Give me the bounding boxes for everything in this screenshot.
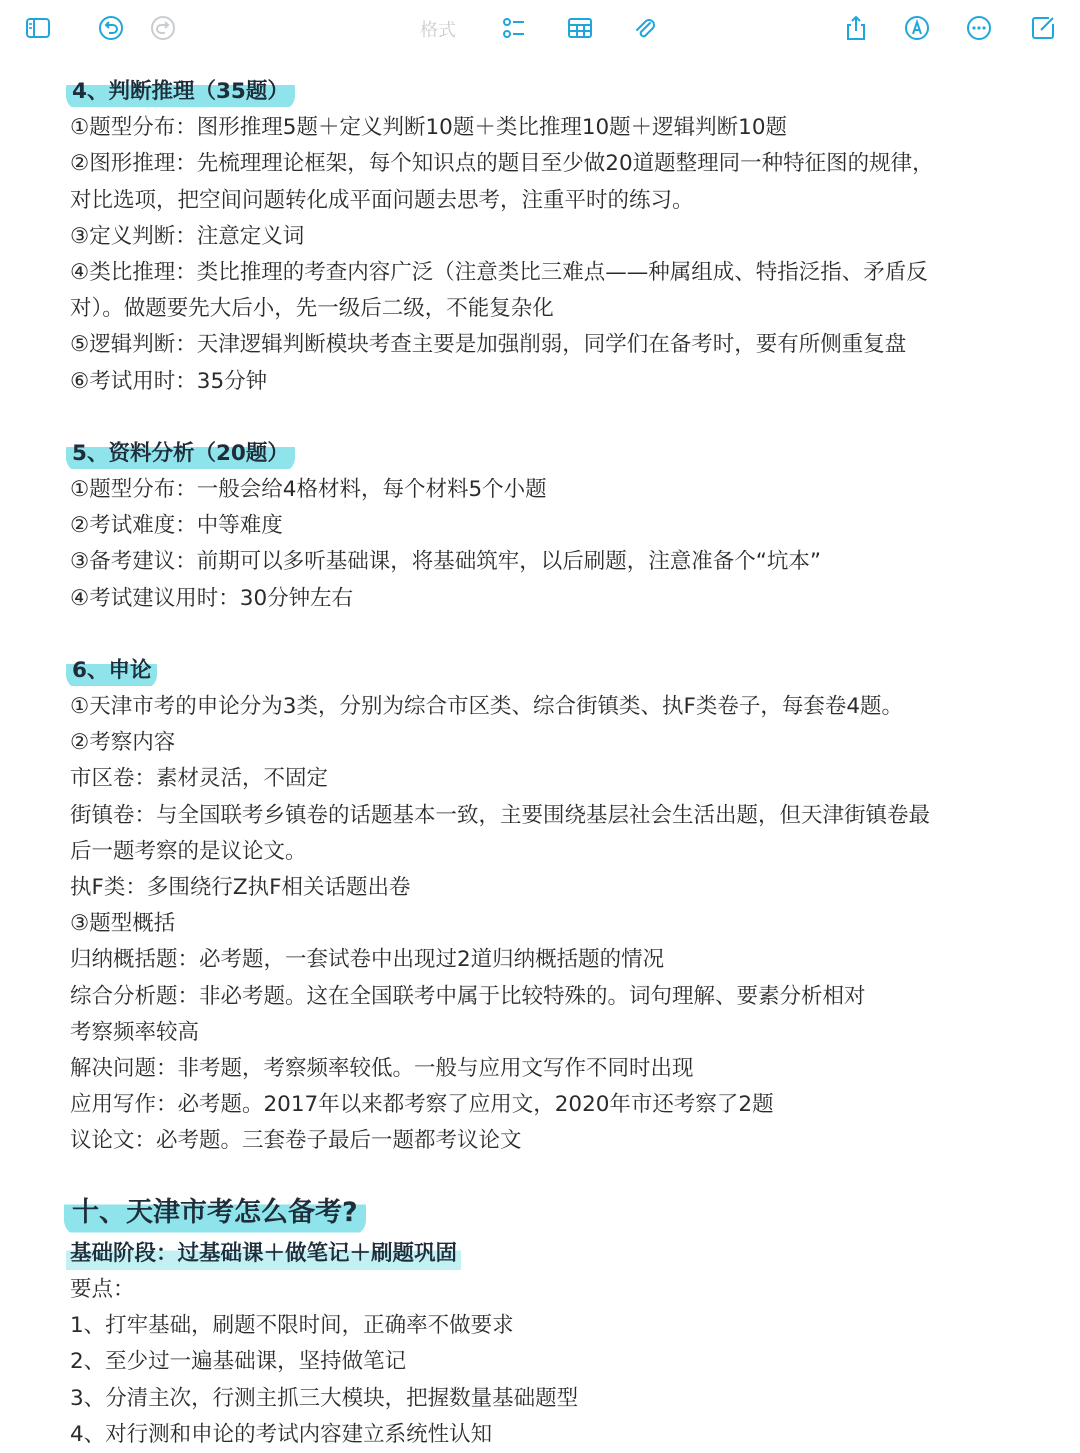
section-5 xyxy=(70,436,1020,472)
section-10 xyxy=(70,1190,1020,1236)
text-line: 考察频率较高 xyxy=(70,1019,200,1045)
text-line: 对）。做题要先大后小，先一级后二级，不能复杂化 xyxy=(70,296,554,322)
text-line: 1、打牢基础，刷题不限时间，正确率不做要求 xyxy=(70,1313,514,1339)
text-line: 街镇卷：与全国联考乡镇卷的话题基本一致，主要围绕基层社会生活出题，但天津街镇卷最 xyxy=(70,802,931,828)
text-line: 综合分析题：非必考题。这在全国联考中属于比较特殊的。词句理解、要素分析相对 xyxy=(70,983,866,1009)
text-line: 4、对行测和申论的考试内容建立系统性认知 xyxy=(70,1421,493,1447)
subheading-row xyxy=(70,1236,1020,1272)
format-button[interactable]: 格式 xyxy=(420,20,456,41)
text-line: 应用写作：必考题。2017年以来都考察了应用文，2020年市还考察了2题 xyxy=(70,1092,774,1118)
section-heading-large: 十、天津市考怎么备考? xyxy=(64,1190,366,1236)
text-line: 要点： xyxy=(70,1276,135,1302)
compose-icon[interactable] xyxy=(1025,10,1061,46)
undo-icon[interactable] xyxy=(93,10,129,46)
text-line: 归纳概括题：必考题，一套试卷中出现过2道归纳概括题的情况 xyxy=(70,947,665,973)
text-line: 议论文：必考题。三套卷子最后一题都考议论文 xyxy=(70,1128,522,1154)
text-line: ⑥考试用时：35分钟 xyxy=(70,368,268,394)
section-heading: 4、判断推理（35题） xyxy=(66,74,295,110)
text-line: ①题型分布：一般会给4格材料，每个材料5个小题 xyxy=(70,477,547,503)
text-line: ①题型分布：图形推理5题＋定义判断10题＋类比推理10题＋逻辑判断10题 xyxy=(70,115,788,141)
text-line: 后一题考察的是议论文。 xyxy=(70,838,307,864)
sidebar-icon[interactable] xyxy=(20,10,56,46)
top-toolbar xyxy=(0,0,1080,56)
more-icon[interactable] xyxy=(961,10,997,46)
section-6 xyxy=(70,653,1020,689)
text-line: ⑤逻辑判断：天津逻辑判断模块考查主要是加强削弱，同学们在备考时，要有所侧重复盘 xyxy=(70,332,907,358)
text-line: 市区卷：素材灵活，不固定 xyxy=(70,766,329,792)
table-icon[interactable] xyxy=(562,10,598,46)
text-line: ②考试难度：中等难度 xyxy=(70,513,283,539)
text-line: ③题型概括 xyxy=(70,911,176,937)
section-4 xyxy=(70,74,1020,110)
text-line: 解决问题：非考题，考察频率较低。一般与应用文写作不同时出现 xyxy=(70,1056,694,1082)
text-line: ②考察内容 xyxy=(70,730,176,756)
share-icon[interactable] xyxy=(838,10,874,46)
checklist-icon[interactable] xyxy=(496,10,532,46)
section-heading: 6、申论 xyxy=(66,653,157,689)
attachment-icon[interactable] xyxy=(626,10,662,46)
section-subheading: 基础阶段：过基础课＋做笔记＋刷题巩固 xyxy=(66,1236,461,1272)
text-line: 执F类：多围绕行Z执F相关话题出卷 xyxy=(70,875,411,901)
redo-icon[interactable] xyxy=(145,10,181,46)
markup-icon[interactable] xyxy=(899,10,935,46)
text-line: ④类比推理：类比推理的考查内容广泛（注意类比三难点——种属组成、特指泛指、矛盾反 xyxy=(70,260,928,286)
note-body[interactable] xyxy=(70,74,1020,1453)
text-line: ①天津市考的申论分为3类，分别为综合市区类、综合街镇类、执F类卷子，每套卷4题。 xyxy=(70,694,904,720)
text-line: ②图形推理：先梳理理论框架，每个知识点的题目至少做20道题整理同一种特征图的规律， xyxy=(70,151,934,177)
text-line: 2、至少过一遍基础课，坚持做笔记 xyxy=(70,1349,407,1375)
text-line: ③定义判断：注意定义词 xyxy=(70,223,305,249)
text-line: 对比选项，把空间问题转化成平面问题去思考，注重平时的练习。 xyxy=(70,187,694,213)
text-line: ④考试建议用时：30分钟左右 xyxy=(70,585,354,611)
text-line: ③备考建议：前期可以多听基础课，将基础筑牢，以后刷题，注意准备个“坑本” xyxy=(70,549,822,575)
section-heading: 5、资料分析（20题） xyxy=(66,436,295,472)
text-line: 3、分清主次，行测主抓三大模块，把握数量基础题型 xyxy=(70,1385,579,1411)
